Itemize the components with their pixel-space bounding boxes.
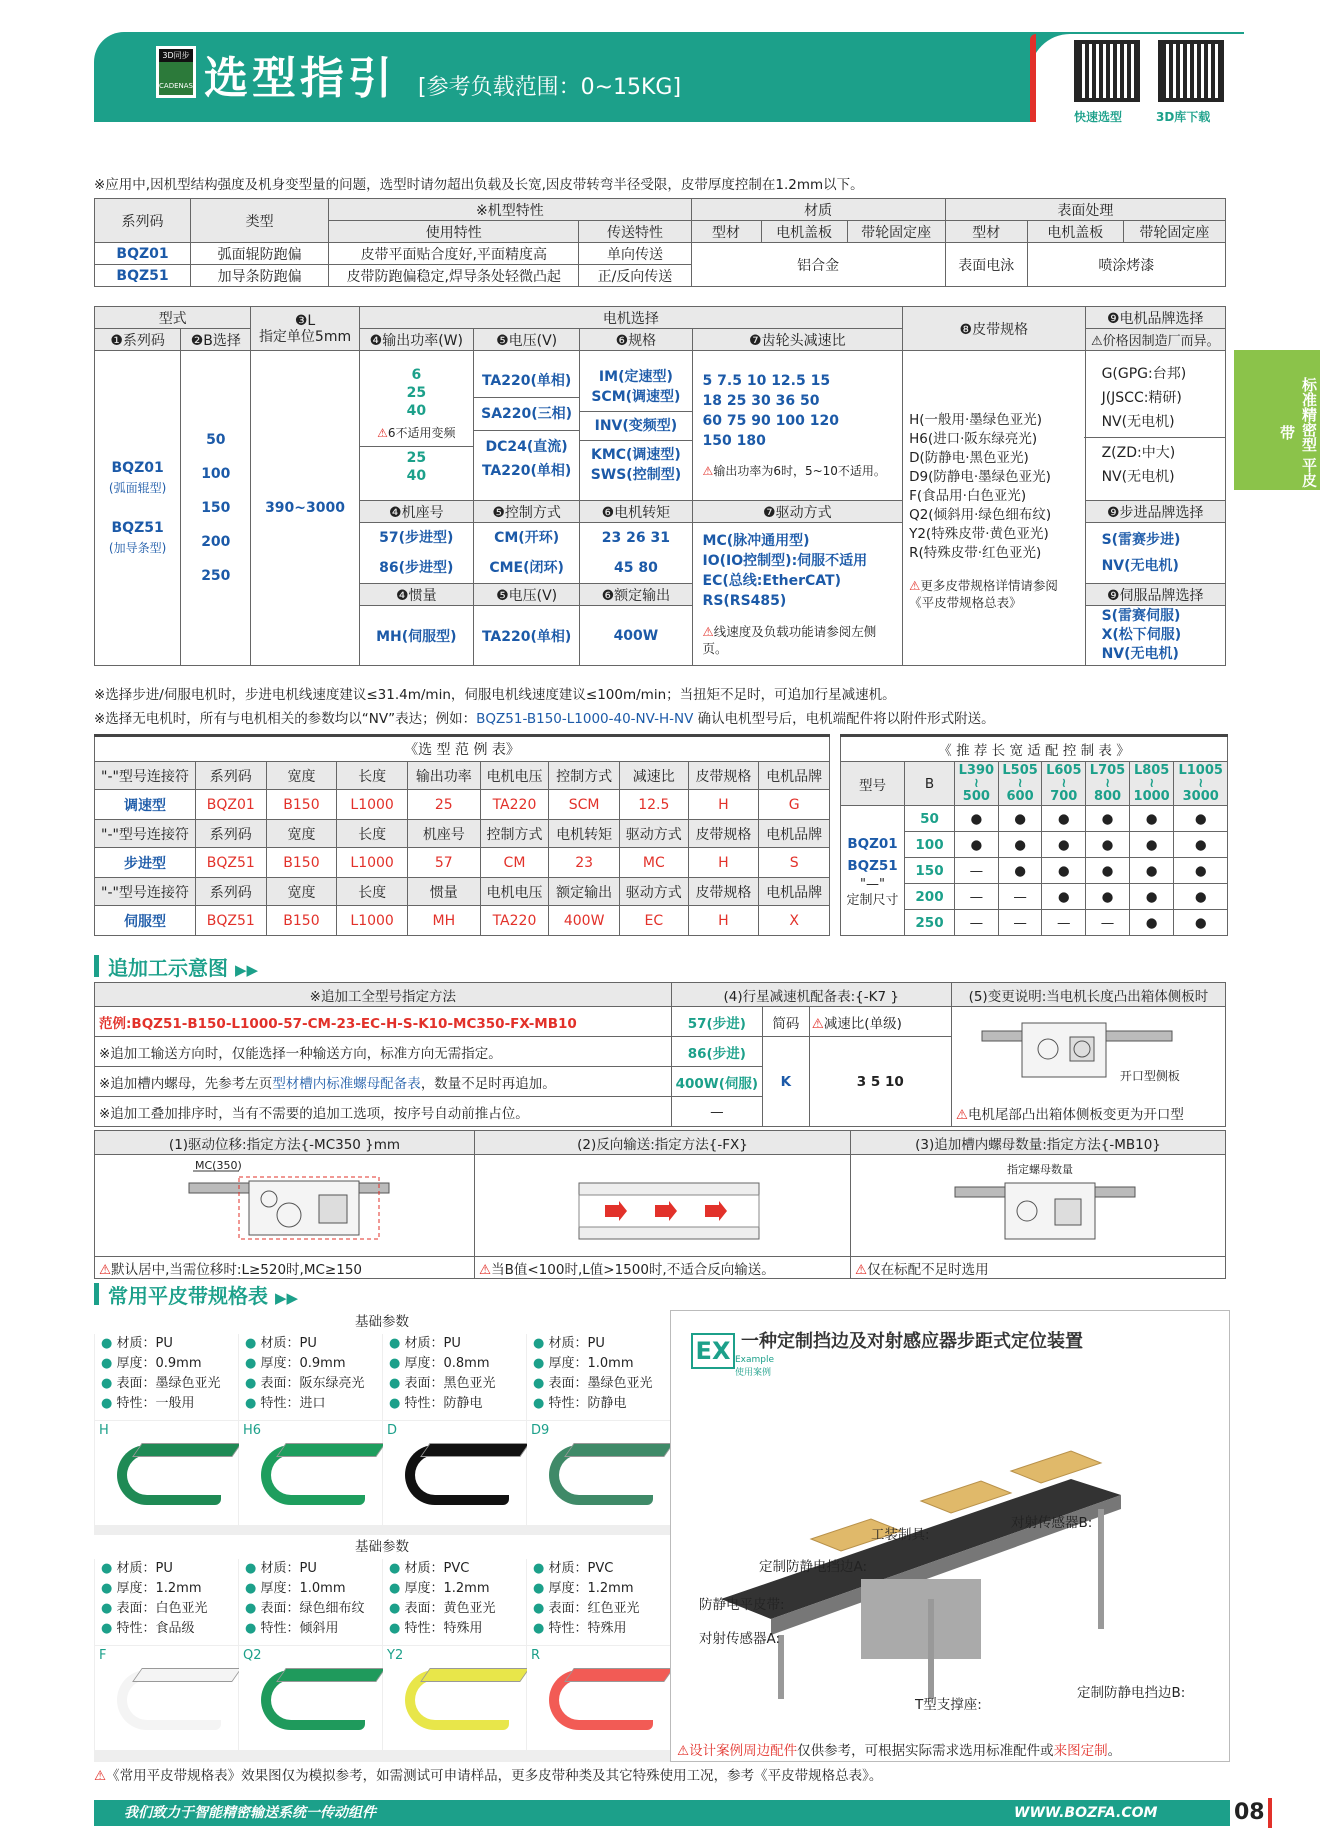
col-b3: 电机转矩 [549, 820, 620, 848]
col-series: 系列码 [195, 820, 266, 848]
nut-note: ⚠仅在标配不足时选用 [851, 1257, 1226, 1279]
section-title-belts: 常用平皮带规格表 ▶▶ [94, 1280, 298, 1309]
col-reverse: (2)反向输送:指定方法{-FX} [475, 1131, 851, 1155]
col-model: 型式 [95, 307, 251, 329]
note-direction: ※追加工输送方向时，仅能选择一种输送方向，标准方向无需指定。 [95, 1037, 672, 1067]
example-label: 防静电平皮带: [699, 1597, 785, 1613]
col-b4: 驱动方式 [619, 820, 688, 848]
belt-spec-line: ● 特性：防静电 [533, 1396, 627, 1411]
belt-code: R [531, 1648, 541, 1663]
planet-ratio-h: ⚠减速比(单级) [809, 1007, 951, 1037]
example-title: 一种定制挡边及对射感应器步距式定位装置 [741, 1331, 1083, 1352]
col-m1: 型材 [691, 221, 761, 243]
series-type: 加导条防跑偏 [191, 265, 329, 287]
example-code: 范例:BQZ51-B150-L1000-57-CM-23-EC-H-S-K10-MC350-FX-MB10 [95, 1007, 672, 1037]
example-label: 定制防静电挡边A: [759, 1559, 868, 1575]
belt-header: 基础参数 [94, 1310, 670, 1334]
col-nut-count: (3)追加槽内螺母数量:指定方法{-MB10} [851, 1131, 1226, 1155]
page-footer [94, 1800, 1230, 1826]
col-b1: 机座号 [407, 820, 480, 848]
note-2: ※选择步进/伺服电机时，步进电机线速度建议≤31.4m/min，伺服电机线速度建议≤100m/min；当扭矩不足时，可追加行星减速机。 [94, 687, 896, 703]
belt-spec-line: ● 表面：黄色亚光 [389, 1601, 496, 1616]
belt-code: H [99, 1423, 109, 1438]
col-model: 型号 [841, 762, 905, 806]
series-type: 弧面辊防跑偏 [191, 243, 329, 265]
col-len-range: L390 ≀ 500 [955, 762, 999, 806]
belt-top-surface [276, 1443, 386, 1457]
col-len-range: L505 ≀ 600 [998, 762, 1042, 806]
additional-processing-table [94, 982, 1226, 1127]
length-width-table: 《 推 荐 长 宽 适 配 控 制 表 》 型号 B L390 ≀ 500 L505 ≀ 600 L605 ≀ 700 L705 ≀ 800 L805 ≀ 1000 L1005 ≀ 3000 BQZ01 BQZ51 "—" 定制尺寸 50 ● ● ● ● ● ● 100 ● ● ● ● ● ● 150 — ● ● ● ● ● 200 — — ● ● ● ● 250 — — — — ● ● [840, 734, 1228, 936]
col-a6: 电机品牌 [759, 762, 830, 790]
col-volt: ❺电压(V) [473, 329, 579, 351]
belt-spec-line: ● 材质：PU [533, 1336, 605, 1351]
example-note: ⚠设计案例周边配件仅供参考，可根据实际需求选用标准配件或来图定制。 [677, 1743, 1122, 1759]
col-len-range: L705 ≀ 800 [1086, 762, 1130, 806]
belt-spec-line: ● 厚度：1.2mm [533, 1581, 634, 1596]
belt-sample-image [239, 1646, 382, 1750]
col-len-range: L605 ≀ 700 [1042, 762, 1086, 806]
col-drive: ❼驱动方式 [692, 501, 903, 523]
lw-models: BQZ01 BQZ51 "—" 定制尺寸 [841, 806, 905, 936]
belt-code: F [99, 1648, 107, 1663]
col-m2: 电机盖板 [761, 221, 847, 243]
col-m3: 带轮固定座 [847, 221, 945, 243]
planet-p1: 57(步进) [671, 1007, 762, 1037]
belt-spec-cell [239, 1559, 382, 1645]
example-row: 调速型 BQZ01 B150 L1000 25 TA220 SCM 12.5 H G [95, 790, 830, 820]
series-use: 皮带防跑偏稳定,焊导条处轻微凸起 [329, 265, 579, 287]
belt-spec-line: ● 材质：PU [101, 1561, 173, 1576]
col-a5: 皮带规格 [688, 762, 759, 790]
col-a4: 减速比 [619, 762, 688, 790]
side-category-tab [1234, 350, 1320, 490]
belt-spec-line: ● 表面：墨绿色亚光 [101, 1376, 221, 1391]
open-type-diagram: 开口型侧板 ⚠电机尾部凸出箱体侧板变更为开口型 [951, 1007, 1225, 1127]
example-label: T型支撑座: [915, 1697, 982, 1713]
belt-spec-cell [239, 1334, 382, 1420]
series-table [94, 198, 1226, 287]
lw-b: 50 [905, 806, 955, 832]
belt-sample-image [239, 1421, 382, 1525]
footer-slogan: 我们致力于智能精密输送系统一传动组件 [124, 1805, 376, 1821]
col-belt: ❽皮带规格 [903, 307, 1085, 351]
page-title: 选型指引 [204, 53, 396, 104]
col-b: B [905, 762, 955, 806]
belt-sample-image [527, 1421, 670, 1525]
belt-spec-cell [95, 1559, 238, 1645]
reverse-note: ⚠当B值<100时,L值>1500时,不适合反向输送。 [475, 1257, 851, 1279]
qr-code-icon[interactable] [1158, 40, 1224, 102]
example-label: 对射传感器A: [699, 1631, 781, 1647]
series-trans: 单向传送 [579, 243, 691, 265]
series-code: BQZ51 [95, 265, 191, 287]
qr-code-icon[interactable] [1074, 40, 1140, 102]
volt2-value: TA220(单相) [473, 606, 579, 666]
col-drive-shift: (1)驱动位移:指定方法{-MC350 }mm [95, 1131, 475, 1155]
col-length: ❸L 指定单位5mm [251, 307, 359, 351]
col-a2: 电机电压 [480, 762, 549, 790]
example-row: 步进型 BQZ51 B150 L1000 57 CM 23 MC H S [95, 848, 830, 878]
ratio-list: 5 7.5 10 12.5 15 18 25 30 36 50 60 75 90 100 120 150 180 ⚠输出功率为6时，5~10不适用。 [692, 351, 903, 501]
col-a3: 控制方式 [549, 762, 620, 790]
planet-p3: 400W(伺服) [671, 1067, 762, 1097]
lw-b: 100 [905, 832, 955, 858]
step-brand-list: S(雷赛步进) NV(无电机) [1085, 523, 1225, 584]
note-1: ※应用中,因机型结构强度及机身变型量的问题，选型时请勿超出负载及长宽,因皮带转弯半径受限，皮带厚度控制在1.2mm以下。 [94, 177, 864, 193]
ctrl-list: CM(开环) CME(闭环) [473, 523, 579, 584]
col-b: ❷B选择 [181, 329, 251, 351]
belt-spec-cell [383, 1334, 526, 1420]
planet-code: K [763, 1037, 810, 1127]
col-inertia: ❹惯量 [359, 584, 473, 606]
belt-spec-line: ● 厚度：1.2mm [389, 1581, 490, 1596]
surface-value-1: 表面电泳 [945, 243, 1027, 287]
b-list: 50 100 150 200 250 [181, 351, 251, 666]
conveyor-illustration [671, 1399, 1231, 1699]
spec-list: IM(定速型) SCM(调速型) INV(变频型) KMC(调速型) SWS(控制型) [580, 351, 692, 501]
belt-spec-line: ● 特性：防静电 [389, 1396, 483, 1411]
col-change: (5)变更说明:当电机长度凸出箱体侧板时 [951, 983, 1225, 1007]
col-conn: "-"型号连接符 [95, 762, 196, 790]
belt-spec-line: ● 特性：特殊用 [533, 1621, 627, 1636]
belt-spec-line: ● 材质：PU [389, 1336, 461, 1351]
belt-code: H6 [243, 1423, 262, 1438]
belt-header: 基础参数 [94, 1535, 670, 1559]
col-len-range: L805 ≀ 1000 [1129, 762, 1174, 806]
belt-spec-line: ● 厚度：0.9mm [245, 1356, 346, 1371]
inertia-value: MH(伺服型) [359, 606, 473, 666]
col-volt2: ❺电压(V) [473, 584, 579, 606]
col-series: 系列码 [195, 878, 266, 906]
belt-spec-line: ● 材质：PVC [533, 1561, 614, 1576]
belt-sample-image [383, 1421, 526, 1525]
logo-bottom: CADENAS [159, 82, 193, 90]
selection-example-table [94, 734, 830, 936]
belt-spec-line: ● 特性：一般用 [101, 1396, 195, 1411]
belt-list: H(一般用·墨绿色亚光) H6(进口·阪东绿亮光) D(防静电·黑色亚光) D9(防静电·墨绿色亚光) F(食品用·白色亚光) Q2(倾斜用·绿色细布纹) Y2(特殊皮带·黄色亚光) R(特殊皮带·红色亚光) ⚠更多皮带规格详情请参阅《平皮带规格总表》 [903, 351, 1085, 666]
belt-spec-line: ● 厚度：0.8mm [389, 1356, 490, 1371]
lw-b: 150 [905, 858, 955, 884]
col-width: 宽度 [266, 762, 337, 790]
note-order: ※追加工叠加排序时，当有不需要的追加工选项，按序号自动前推占位。 [95, 1097, 672, 1127]
col-len: 长度 [337, 762, 408, 790]
col-features: ※机型特性 [329, 199, 691, 221]
qr-label-quick-select: 快速选型 [1074, 110, 1123, 124]
col-material: 材质 [691, 199, 945, 221]
reverse-diagram [475, 1155, 851, 1257]
example-panel [670, 1310, 1230, 1762]
belt-top-surface [420, 1443, 530, 1457]
side-tab-line1: 标准精密型 [1300, 376, 1318, 452]
col-conn: "-"型号连接符 [95, 878, 196, 906]
servo-brand-list: S(雷赛伺服) X(松下伺服) NV(无电机) [1085, 606, 1225, 666]
belt-sample-image [383, 1646, 526, 1750]
col-motor: 电机选择 [359, 307, 902, 329]
col-series: 系列码 [95, 199, 191, 243]
series-list: BQZ01 (弧面辊型) BQZ51 (加导条型) [95, 351, 181, 666]
belt-top-surface [420, 1668, 530, 1682]
col-surface: 表面处理 [945, 199, 1225, 221]
footer-url[interactable]: WWW.BOZFA.COM [1014, 1805, 1158, 1821]
col-servo-brand: ❾伺服品牌选择 [1085, 584, 1225, 606]
planet-p4: — [671, 1097, 762, 1127]
col-power: ❹输出功率(W) [359, 329, 473, 351]
col-rated: ❻额定输出 [580, 584, 692, 606]
belt-code: Y2 [387, 1648, 404, 1663]
col-len-range: L1005 ≀ 3000 [1174, 762, 1228, 806]
belt-spec-line: ● 材质：PU [101, 1336, 173, 1351]
nut-count-diagram: 指定螺母数量 [851, 1155, 1226, 1257]
col-width: 宽度 [266, 878, 337, 906]
col-a1: 输出功率 [407, 762, 480, 790]
belt-spec-line: ● 表面：红色亚光 [533, 1601, 640, 1616]
col-conn: "-"型号连接符 [95, 820, 196, 848]
qr-panel [1030, 34, 1244, 126]
belt-code: D [387, 1423, 398, 1438]
col-use: 使用特性 [329, 221, 579, 243]
frame-list: 57(步进型) 86(步进型) [359, 523, 473, 584]
series-use: 皮带平面贴合度好,平面精度高 [329, 243, 579, 265]
belt-sample-image [95, 1646, 238, 1750]
example-label: 对射传感器B: [1011, 1515, 1093, 1531]
col-len: 长度 [337, 820, 408, 848]
col-b5: 皮带规格 [688, 820, 759, 848]
col-c6: 电机品牌 [759, 878, 830, 906]
drive-shift-note: ⚠默认居中,当需位移时:L≥520时,MC≥150 [95, 1257, 475, 1279]
col-step-brand: ❾步进品牌选择 [1085, 501, 1225, 523]
example-label: 工装制具: [871, 1527, 930, 1543]
example-label: 定制防静电挡边B: [1077, 1685, 1186, 1701]
belt-spec-line: ● 材质：PU [245, 1336, 317, 1351]
belt-spec-line: ● 特性：倾斜用 [245, 1621, 339, 1636]
col-torque: ❻电机转矩 [580, 501, 692, 523]
belt-top-surface [564, 1443, 674, 1457]
belt-spec-line: ● 材质：PVC [389, 1561, 470, 1576]
belt-spec-line: ● 表面：阪东绿亮光 [245, 1376, 365, 1391]
col-type: 类型 [191, 199, 329, 243]
belt-spec-line: ● 表面：白色亚光 [101, 1601, 208, 1616]
col-s3: 带轮固定座 [1123, 221, 1225, 243]
col-len: 长度 [337, 878, 408, 906]
belt-top-surface [132, 1443, 242, 1457]
col-trans: 传送特性 [579, 221, 691, 243]
belt-spec-line: ● 表面：墨绿色亚光 [533, 1376, 653, 1391]
belt-spec-line: ● 厚度：1.0mm [245, 1581, 346, 1596]
belt-spec-line: ● 表面：绿色细布纹 [245, 1601, 365, 1616]
page-accent [1268, 1798, 1272, 1828]
belt-spec-line: ● 厚度：1.0mm [533, 1356, 634, 1371]
torque-list: 23 26 31 45 80 [580, 523, 692, 584]
power-list: 6 25 40 ⚠6不适用变频 25 40 [359, 351, 473, 501]
col-frame: ❹机座号 [359, 501, 473, 523]
planet-p2: 86(步进) [671, 1037, 762, 1067]
col-c5: 皮带规格 [688, 878, 759, 906]
volt-list: TA220(单相) SA220(三相) DC24(直流) TA220(单相) [473, 351, 579, 501]
belt-spec-line: ● 材质：PU [245, 1561, 317, 1576]
brand-note: ⚠价格因制造厂而异。 [1085, 329, 1225, 351]
col-c1: 惯量 [407, 878, 480, 906]
belt-sample-image [95, 1421, 238, 1525]
page-number: 08 [1234, 1800, 1265, 1825]
belt-spec-line: ● 厚度：1.2mm [101, 1581, 202, 1596]
col-c4: 驱动方式 [619, 878, 688, 906]
logo-top: 3D同步 [159, 49, 193, 62]
qr-label-3d-download: 3D库下载 [1156, 110, 1211, 124]
belt-code: Q2 [243, 1648, 262, 1663]
col-width: 宽度 [266, 820, 337, 848]
motor-brand-list: G(GPG:台邦) J(JSCC:精研) NV(无电机) Z(ZD:中大) NV(无电机) [1085, 351, 1225, 501]
belt-spec-line: ● 特性：特殊用 [389, 1621, 483, 1636]
surface-value-2: 喷涂烤漆 [1027, 243, 1225, 287]
cadenas-logo [156, 46, 196, 98]
model-selection-table [94, 306, 1226, 666]
col-method: ※追加工全型号指定方法 [95, 983, 672, 1007]
col-planet: (4)行星减速机配备表:{-K7 } [671, 983, 951, 1007]
header-accent [1030, 34, 1036, 122]
belt-spec-cell [527, 1334, 670, 1420]
belt-top-surface [276, 1668, 386, 1682]
col-ctrl: ❺控制方式 [473, 501, 579, 523]
col-series: 系列码 [195, 762, 266, 790]
planet-code-h: 简码 [763, 1007, 810, 1037]
page-subtitle: [参考负载范围：0~15KG] [418, 75, 682, 100]
belt-spec-line: ● 厚度：0.9mm [101, 1356, 202, 1371]
series-code: BQZ01 [95, 243, 191, 265]
lw-b: 250 [905, 910, 955, 936]
bottom-note: ⚠《常用平皮带规格表》效果图仅为模拟参考，如需测试可申请样品，更多皮带种类及其它特殊使用工况，参考《平皮带规格总表》。 [94, 1768, 883, 1784]
section-title-additional: 追加工示意图 ▶▶ [94, 952, 258, 981]
belt-code: D9 [531, 1423, 550, 1438]
belt-spec-line: ● 特性：进口 [245, 1396, 326, 1411]
side-tab-line2: 平皮带 [1278, 424, 1318, 488]
col-series: ❶系列码 [95, 329, 181, 351]
col-ratio: ❼齿轮头减速比 [692, 329, 903, 351]
col-c2: 电机电压 [480, 878, 549, 906]
belt-spec-cell [383, 1559, 526, 1645]
lw-b: 200 [905, 884, 955, 910]
belt-top-surface [564, 1668, 674, 1682]
planet-ratios: 3 5 10 [809, 1037, 951, 1127]
belt-spec-cell [527, 1559, 670, 1645]
belt-spec-line: ● 表面：黑色亚光 [389, 1376, 496, 1391]
col-s1: 型材 [945, 221, 1027, 243]
rated-value: 400W [580, 606, 692, 666]
example-title: 《选 型 范 例 表》 [95, 736, 830, 762]
col-spec: ❻规格 [580, 329, 692, 351]
col-b2: 控制方式 [480, 820, 549, 848]
material-value: 铝合金 [691, 243, 945, 287]
belt-spec-cell [95, 1334, 238, 1420]
belt-spec-grid [94, 1310, 670, 1762]
series-trans: 正/反向传送 [579, 265, 691, 287]
note-3: ※选择无电机时，所有与电机相关的参数均以“NV”表达；例如：BQZ51-B150-L1000-40-NV-H-NV 确认电机型号后，电机端配件将以附件形式附送。 [94, 711, 995, 727]
col-brand: ❾电机品牌选择 [1085, 307, 1225, 329]
belt-top-surface [132, 1668, 242, 1682]
drive-shift-diagram: MC(350) [95, 1155, 475, 1257]
belt-sample-image [527, 1646, 670, 1750]
col-c3: 额定输出 [549, 878, 620, 906]
ex-sub: Example 使用案例 [735, 1355, 775, 1378]
lw-title: 《 推 荐 长 宽 适 配 控 制 表 》 [841, 736, 1228, 762]
col-s2: 电机盖板 [1027, 221, 1123, 243]
col-b6: 电机品牌 [759, 820, 830, 848]
belt-spec-line: ● 特性：食品级 [101, 1621, 195, 1636]
length-range: 390~3000 [251, 351, 359, 666]
example-row: 伺服型 BQZ51 B150 L1000 MH TA220 400W EC H X [95, 906, 830, 936]
additional-diagram-table [94, 1130, 1226, 1279]
drive-list: MC(脉冲通用型) IO(IO控制型):伺服不适用 EC(总线:EtherCAT) RS(RS485) ⚠线速度及负载功能请参阅左侧页。 [692, 523, 903, 666]
note-nut: ※追加槽内螺母，先参考左页型材槽内标准螺母配备表，数量不足时再追加。 [95, 1067, 672, 1097]
ex-logo: EX [691, 1333, 735, 1369]
